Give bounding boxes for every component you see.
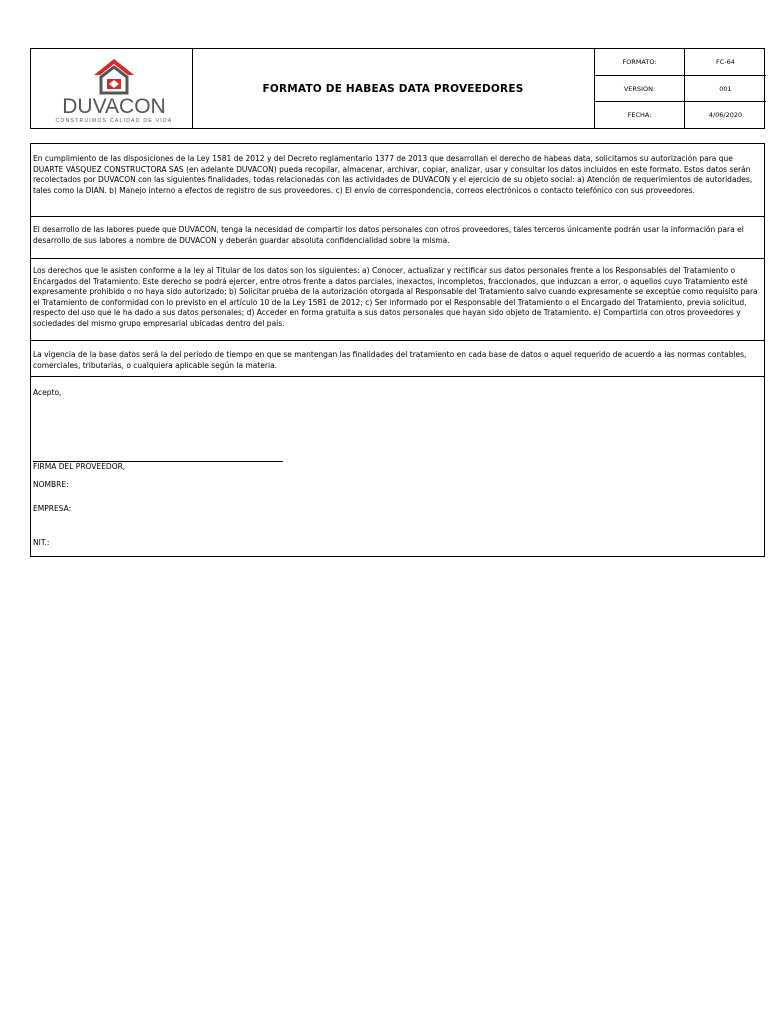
paragraph-sharing: El desarrollo de las labores puede que DUVACON, tenga la necesidad de compartir los datos personales con otros proveedores, tales terceros únicamente podrán usar la información para el desarrollo de sus labores a nombre de DUVACON y deberán guardar absoluta confidencialidad sobre la misma.	[33, 225, 744, 245]
paragraph-rights: Los derechos que le asisten conforme a la ley al Titular de los datos son los siguientes: a) Conocer, actualizar y rectificar sus datos personales frente a los Responsables del Tratamiento o Encargados del Tratamiento. Este derecho se podrá ejercer, entre otros frente a datos parciales, inexactos, incompletos, fraccionados, que induzcan a error, o aquellos cuyo Tratamiento esté expresamente prohibido o no haya sido autorizado; b) Solicitar prueba de la autorización otorgada al Responsable del Tratamiento salvo cuando expresamente se exceptúe como requisito para el Tratamiento de conformidad con lo previsto en el artículo 10 de la Ley 1581 de 2012; c) Ser informado por el Responsable del Tratamiento o el Encargado del Tratamiento, previa solicitud, respecto del uso que le ha dado a sus datos personales; d) Acceder en forma gratuita a sus datos personales que hayan sido objeto de Tratamiento. e) Compartirla con otros proveedores y sociedades del mismo grupo empresarial ubicadas dentro del país.	[33, 266, 758, 328]
meta-table	[594, 49, 765, 128]
divider	[31, 258, 764, 259]
meta-value: 4/06/2020	[708, 111, 743, 119]
divider	[31, 376, 764, 377]
meta-label: FECHA:	[595, 102, 685, 128]
title-cell	[193, 49, 593, 128]
logo-cell	[31, 49, 193, 128]
meta-row-version	[595, 75, 766, 101]
meta-label: VERSION:	[595, 76, 685, 101]
meta-row-formato	[595, 49, 766, 75]
nombre-label: NOMBRE:	[33, 480, 69, 489]
duvacon-logo	[41, 53, 187, 125]
logo-tagline-text: CONSTRUIMOS CALIDAD DE VIDA	[55, 118, 173, 124]
document-body	[30, 143, 765, 557]
acepto-label: Acepto,	[33, 388, 62, 397]
paragraph-validity: La vigencia de la base datos será la del periodo de tiempo en que se mantengan las finalidades del tratamiento en cada base de datos o aquel requerido de acuerdo a las normas contables, comerciales, tributarias, o cualquiera aplicable según la materia.	[33, 350, 747, 370]
meta-label: FORMATO:	[595, 49, 685, 75]
firma-label: FIRMA DEL PROVEEDOR,	[33, 462, 126, 471]
paragraph-authorization: En cumplimiento de las disposiciones de la Ley 1581 de 2012 y del Decreto reglamentario 1377 de 2013 que desarrollan el derecho de habeas data, solicitamos su autorización para que DUARTE VÁSQUEZ CONSTRUCTORA SAS (en adelante DUVACON) pueda recopilar, almacenar, archivar, copiar, analizar, usar y consultar los datos incluidos en este formato. Estos datos serán recolectados por DUVACON con las siguientes finalidades, todas relacionadas con las actividades de DUVACON y el ejercicio de su objeto social: a) Atención de requerimientos de autoridades, tales como la DIAN. b) Manejo interno a efectos de registro de sus proveedores. c) El envío de correspondencia, correos electrónicos o contacto telefónico con sus proveedores.	[33, 154, 753, 195]
house-logo-icon	[94, 59, 134, 93]
divider	[31, 216, 764, 217]
meta-value: FC-64	[716, 58, 735, 66]
nit-label: NIT.:	[33, 538, 50, 547]
document-title: FORMATO DE HABEAS DATA PROVEEDORES	[262, 82, 524, 95]
logo-brand-text: DUVACON	[62, 95, 166, 118]
meta-value: 001	[719, 84, 732, 93]
document-header	[30, 48, 765, 129]
divider	[31, 340, 764, 341]
meta-row-fecha	[595, 101, 766, 128]
empresa-label: EMPRESA:	[33, 504, 72, 513]
